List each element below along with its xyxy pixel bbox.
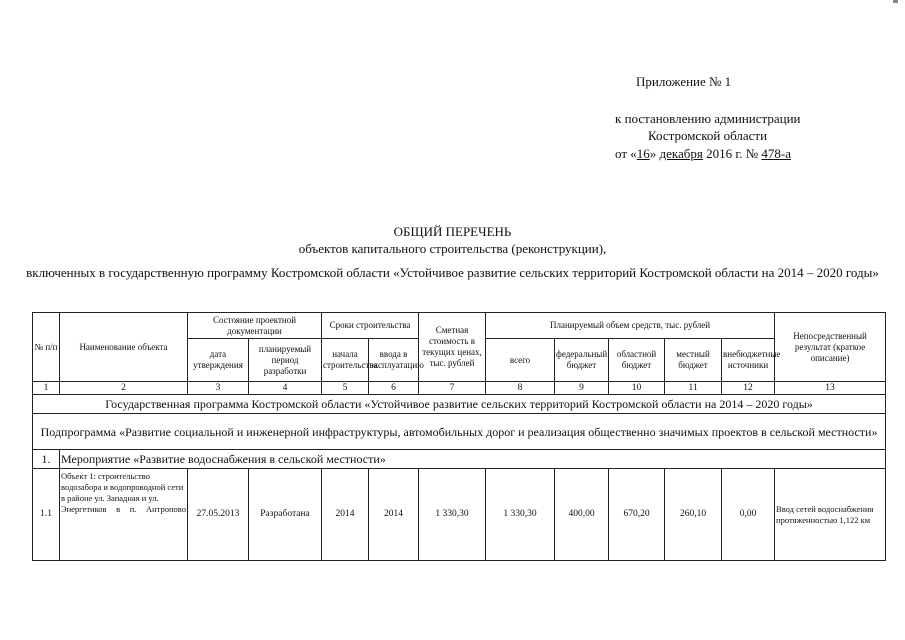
col-number: 4 xyxy=(249,382,322,395)
header-object-name: Наименование объекта xyxy=(60,313,188,382)
measure-row xyxy=(33,450,886,469)
row-regional: 670,20 xyxy=(609,469,665,561)
header-extrabudgetary: внебюджетные источники xyxy=(722,339,775,382)
table-header-row-1 xyxy=(33,313,886,339)
col-number: 10 xyxy=(609,382,665,395)
decree-year: 2016 г. № xyxy=(706,146,759,161)
row-number: 1.1 xyxy=(33,469,60,561)
decree-date-line xyxy=(615,146,791,162)
header-total: всего xyxy=(486,339,555,382)
document-title: ОБЩИЙ ПЕРЕЧЕНЬ xyxy=(393,224,512,239)
scan-mark xyxy=(893,0,898,3)
header-planned-period: планируемый период разработки xyxy=(249,339,322,382)
header-local: местный бюджет xyxy=(665,339,722,382)
header-construction-terms: Сроки строительства xyxy=(322,313,419,339)
decree-month: декабря xyxy=(659,146,703,161)
column-numbers-row xyxy=(33,382,886,395)
header-regional: областной бюджет xyxy=(609,339,665,382)
decree-quote: » xyxy=(649,146,657,161)
col-number: 1 xyxy=(33,382,60,395)
header-approval-date: дата утверждения xyxy=(188,339,249,382)
decree-line-2: Костромской области xyxy=(648,128,768,143)
table-row xyxy=(33,469,886,561)
row-start: 2014 xyxy=(322,469,369,561)
row-commissioning: 2014 xyxy=(369,469,419,561)
header-start: начала строительства xyxy=(322,339,369,382)
row-cost: 1 330,30 xyxy=(419,469,486,561)
document-subtitle: объектов капитального строительства (реконструкции), xyxy=(298,241,607,256)
header-estimated-cost: Сметная стоимость в текущих ценах, тыс. рублей xyxy=(419,313,486,382)
decree-from: от « xyxy=(615,146,637,161)
col-number: 3 xyxy=(188,382,249,395)
measure-number: 1. xyxy=(33,450,60,469)
row-planned-period: Разработана xyxy=(249,469,322,561)
header-planned-funds: Планируемый объем средств, тыс. рублей xyxy=(486,313,775,339)
row-approval-date: 27.05.2013 xyxy=(188,469,249,561)
header-federal: федеральный бюджет xyxy=(555,339,609,382)
row-local: 260,10 xyxy=(665,469,722,561)
col-number: 6 xyxy=(369,382,419,395)
subprogram-title: Подпрограмма «Развитие социальной и инженерной инфраструктуры, автомобильных дорог и реализация общественно значимых проектов в сельской местности» xyxy=(33,414,886,450)
col-number: 7 xyxy=(419,382,486,395)
col-number: 12 xyxy=(722,382,775,395)
row-object-name: Объект 1: строительство водозабора и водопроводной сети в районе ул. Западная и ул. Энергетиков в п. Антропово xyxy=(60,469,188,561)
objects-table xyxy=(32,312,886,561)
row-federal: 400,00 xyxy=(555,469,609,561)
row-total: 1 330,30 xyxy=(486,469,555,561)
program-title: Государственная программа Костромской области «Устойчивое развитие сельских территорий Костромской области на 2014 – 2020 годы» xyxy=(33,395,886,414)
col-number: 13 xyxy=(775,382,886,395)
header-project-docs: Состояние проектной документации xyxy=(188,313,322,339)
header-result: Непосредственный результат (краткое описание) xyxy=(775,313,886,382)
col-number: 9 xyxy=(555,382,609,395)
document-subtitle-program: включенных в государственную программу Костромской области «Устойчивое развитие сельских территорий Костромской области на 2014 – 2020 годы» xyxy=(26,265,879,280)
program-row xyxy=(33,395,886,414)
decree-line-1: к постановлению администрации xyxy=(615,111,801,126)
col-number: 2 xyxy=(60,382,188,395)
row-result: Ввод сетей водоснабжения протяженностью 1,122 км xyxy=(775,469,886,561)
measure-title: Мероприятие «Развитие водоснабжения в сельской местности» xyxy=(60,450,886,469)
col-number: 5 xyxy=(322,382,369,395)
row-extrabudgetary: 0,00 xyxy=(722,469,775,561)
subprogram-row xyxy=(33,414,886,450)
col-number: 8 xyxy=(486,382,555,395)
col-number: 11 xyxy=(665,382,722,395)
decree-day: 16 xyxy=(636,146,650,161)
header-commissioning: ввода в эксплуатацию xyxy=(369,339,419,382)
header-number: № п/п xyxy=(33,313,60,382)
decree-number: 478-а xyxy=(761,146,792,161)
appendix-label: Приложение № 1 xyxy=(636,74,732,89)
